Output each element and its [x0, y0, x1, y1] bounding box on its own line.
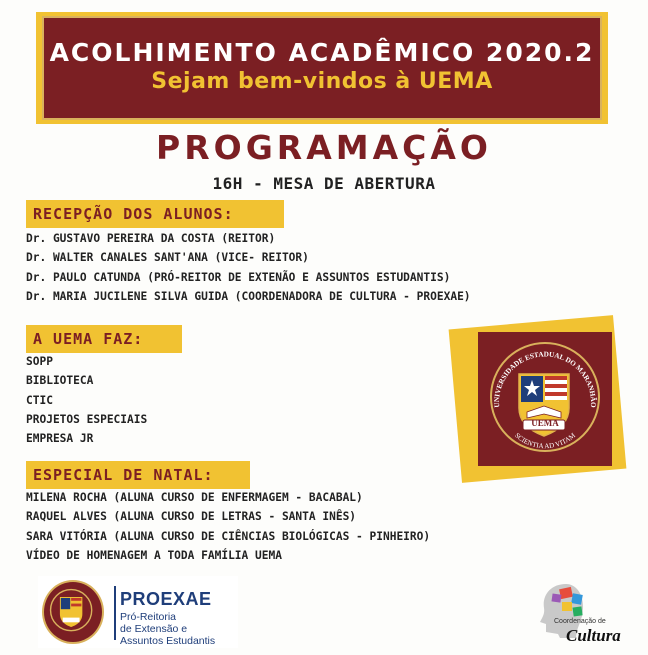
natal-item: MILENA ROCHA (ALUNA CURSO DE ENFERMAGEM - BACABAL) [26, 491, 363, 504]
logo-text-layer [478, 332, 612, 466]
logo-ribbon-text: UEMA [531, 418, 559, 428]
proexae-line: de Extensão e [120, 623, 188, 635]
banner-title: ACOLHIMENTO ACADÊMICO 2020.2 [49, 38, 595, 67]
natal-item: RAQUEL ALVES (ALUNA CURSO DE LETRAS - SANTA INÊS) [26, 510, 357, 524]
uema-faz-item: PROJETOS ESPECIAIS [26, 412, 148, 426]
mesa-abertura: 16H - MESA DE ABERTURA [212, 174, 436, 193]
cultura-coordenacao: Coordenação de [554, 618, 606, 625]
cultura-word: Cultura [566, 626, 621, 645]
uema-faz-item: CTIC [26, 393, 53, 407]
recepcao-item: Dr. MARIA JUCILENE SILVA GUIDA (COORDENADORA DE CULTURA - PROEXAE) [26, 289, 471, 303]
proexae-name: PROEXAE [120, 589, 212, 609]
logo-motto: SCIENTIA AD VITAM [513, 431, 577, 451]
recepcao-item: Dr. GUSTAVO PEREIRA DA COSTA (REITOR) [26, 232, 276, 245]
programacao-heading: PROGRAMAÇÃO [156, 128, 492, 167]
uema-faz-item: EMPRESA JR [26, 432, 94, 446]
natal-list [26, 488, 430, 565]
section-uema-faz-heading: A UEMA FAZ: [26, 325, 182, 353]
cultura-logo [528, 570, 620, 652]
proexae-divider [114, 586, 116, 640]
uema-faz-list [26, 352, 147, 448]
uema-seal-icon [42, 580, 104, 644]
uema-faz-item: SOPP [26, 355, 53, 368]
logo-ring-text: UNIVERSIDADE ESTADUAL DO MARANHÃO [492, 350, 598, 408]
proexae-logo [38, 576, 238, 648]
proexae-line: Assuntos Estudantis [120, 635, 216, 647]
section-natal-heading: ESPECIAL DE NATAL: [26, 461, 250, 489]
uema-logo [476, 330, 614, 468]
proexae-line: Pró-Reitoria [120, 611, 177, 623]
recepcao-item: Dr. WALTER CANALES SANT'ANA (VICE- REITOR) [26, 251, 309, 265]
recepcao-list [26, 229, 471, 306]
natal-item: VÍDEO DE HOMENAGEM A TODA FAMÍLIA UEMA [26, 548, 282, 562]
natal-item: SARA VITÓRIA (ALUNA CURSO DE CIÊNCIAS BIOLÓGICAS - PINHEIRO) [26, 529, 431, 543]
section-recepcao-heading: RECEPÇÃO DOS ALUNOS: [26, 200, 284, 228]
recepcao-item: Dr. PAULO CATUNDA (PRÓ-REITOR DE EXTENÃO E ASSUNTOS ESTUDANTIS) [26, 270, 451, 284]
header-banner [42, 16, 602, 120]
uema-faz-item: BIBLIOTECA [26, 374, 94, 388]
banner-subtitle: Sejam bem-vindos à UEMA [151, 69, 493, 94]
